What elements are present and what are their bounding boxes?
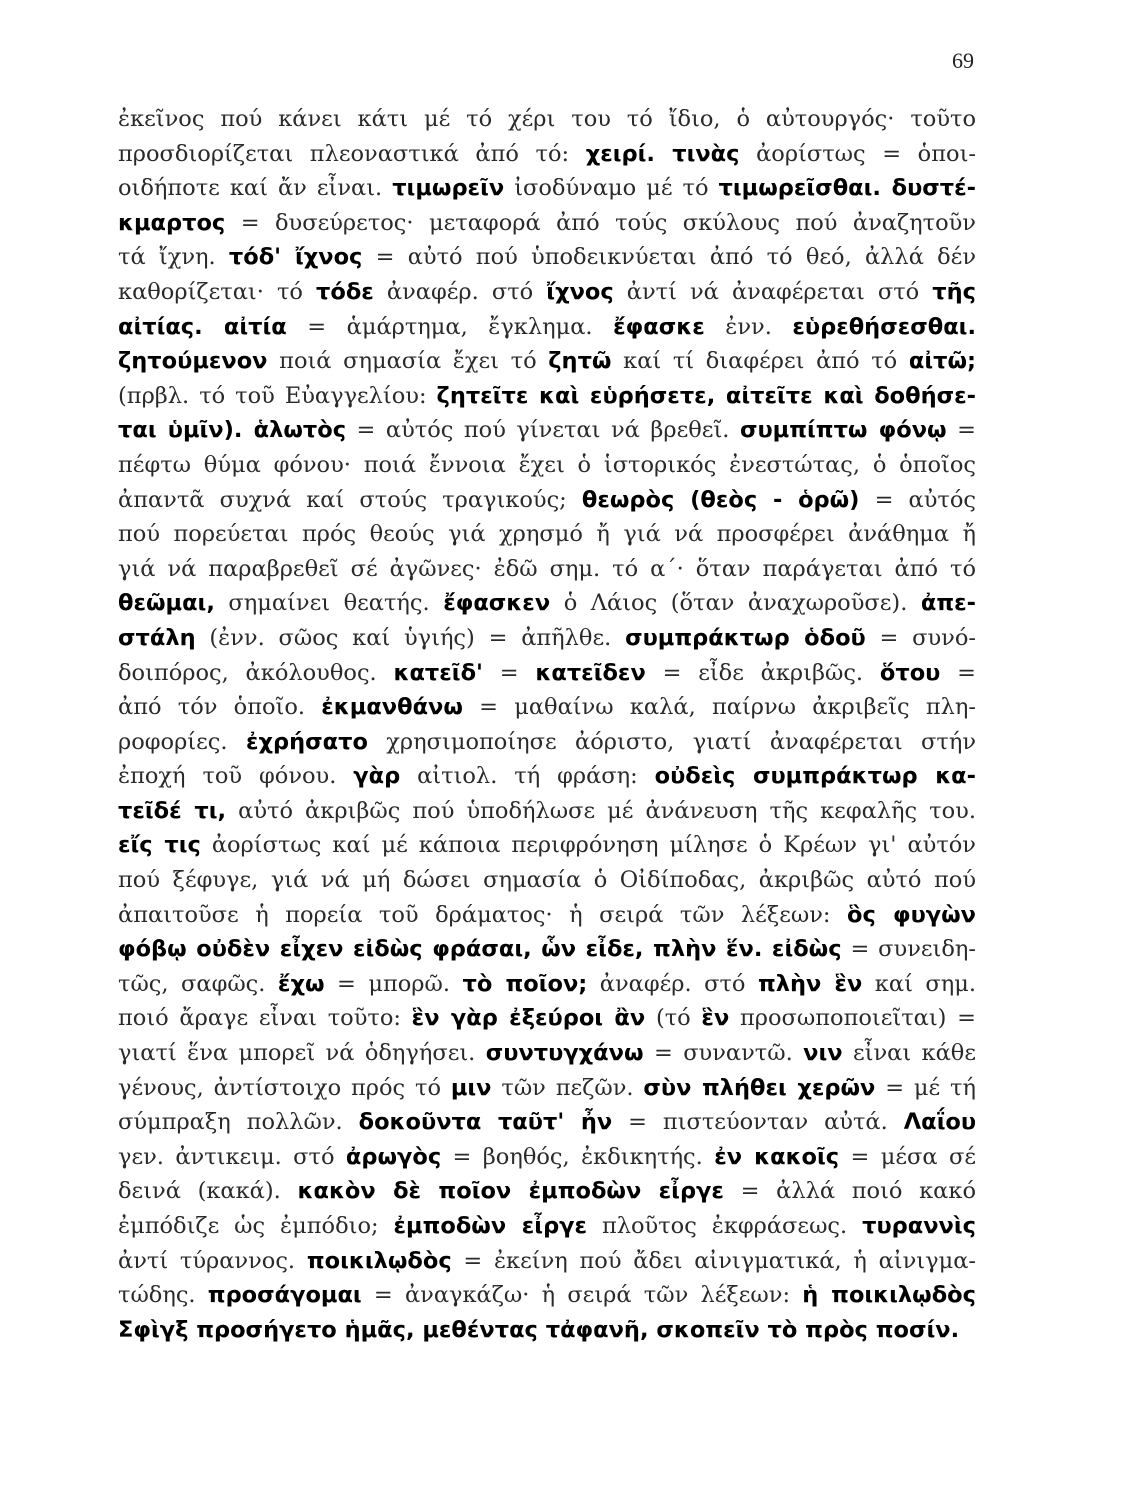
gloss-text: = ἀλλά ποιό κακό [723, 1178, 976, 1205]
text-line [118, 1036, 976, 1071]
gloss-text: τώδης. [118, 1282, 208, 1309]
gloss-text: (πρβλ. τό τοῦ Εὐαγγελίου: [118, 382, 437, 409]
gloss-text: = [940, 659, 976, 686]
gloss-text: (ἐνν. σῶος καί ὑγιής) = ἀπῆλθε. [195, 624, 626, 651]
bold-term: τεῖδέ τι, [118, 797, 227, 824]
text-line [118, 1105, 976, 1140]
gloss-text: = ἁμάρτημα, ἔγκλημα. [286, 313, 614, 340]
bold-term: φόβῳ οὐδὲν εἶχεν εἰδὼς φράσαι, ὧν εἶδε, πλὴν ἕν. εἰδὼς [118, 936, 842, 963]
gloss-text: ἐποχή τοῦ φόνου. [118, 763, 354, 790]
bold-term: θεωρὸς (θεὸς - ὁρῶ) [581, 486, 860, 513]
bold-term: τυραννὶς [862, 1213, 976, 1239]
bold-term: τόδε [316, 278, 374, 305]
bold-term: ἐκμανθάνω [321, 694, 463, 721]
bold-term: σὺν πλήθει χερῶν [643, 1074, 876, 1101]
gloss-text: = [946, 417, 976, 444]
bold-term: οὐδεὶς συμπράκτωρ κα- [654, 763, 976, 790]
bold-term: τόδ' ἴχνος [228, 244, 363, 271]
gloss-text: = συνειδη- [841, 936, 976, 963]
gloss-text: = μαθαίνω καλά, παίρνω ἀκριβεῖς πλη- [462, 694, 976, 721]
bold-term: κμαρτος [118, 209, 226, 236]
gloss-text: σύμπραξη πολλῶν. [118, 1109, 359, 1136]
gloss-text: ροφορίες. [118, 728, 246, 755]
gloss-text: πλοῦτος ἐκφράσεως. [587, 1213, 863, 1239]
text-line [118, 1071, 976, 1106]
gloss-text: = συναντῶ. [643, 1040, 804, 1067]
bold-term: ἔχω [277, 970, 325, 997]
text-line [118, 863, 976, 898]
text-line [118, 690, 976, 725]
gloss-text: ἀναφέρ. στό [587, 970, 758, 997]
text-line [118, 413, 976, 448]
gloss-text: ἀορίστως = ὁποι- [739, 140, 976, 167]
bold-term: συμπίπτω φόνῳ [739, 417, 947, 444]
gloss-text: πού πορεύεται πρός θεούς γιά χρησμό ἤ γιά νά προσφέρει ἀνάθημα ἤ [118, 521, 976, 548]
text-line [118, 621, 976, 656]
gloss-text: = [482, 659, 536, 686]
gloss-text: ἀπό τόν ὁποῖο. [118, 694, 322, 721]
bold-term: εὑρεθήσεσθαι. [792, 313, 976, 340]
gloss-text: τά ἴχνη. [118, 244, 229, 271]
text-line [118, 137, 976, 172]
gloss-text: πέφτω θύμα φόνου· ποιά ἔννοια ἔχει ὁ ἱστορικός ἐνεστώτας, ὁ ὁποῖος [118, 451, 976, 478]
bold-term: ἓν γὰρ ἐξεύροι ἂν [411, 1005, 646, 1032]
gloss-text: ἰσοδύναμο μέ τό [504, 175, 719, 202]
bold-term: αἰτῶ; [908, 348, 976, 375]
bold-term: συντυγχάνω [485, 1040, 644, 1067]
text-line [118, 1174, 976, 1209]
text-line [118, 1209, 976, 1244]
gloss-text: ἀντί τύραννος. [118, 1247, 307, 1274]
text-line [118, 171, 976, 206]
gloss-text: = αὐτό πού ὑποδεικνύεται ἀπό τό θεό, ἀλλά δέν [362, 244, 976, 271]
text-line [118, 898, 976, 933]
bold-term: ἀπε- [920, 590, 976, 617]
gloss-text: δεινά (κακά). [118, 1178, 298, 1205]
gloss-text: ἀορίστως καί μέ κάποια περιφρόνηση μίλησε ὁ Κρέων γι' αὐτόν [200, 832, 976, 859]
bold-term: τῆς [932, 278, 976, 305]
bold-term: τὸ ποῖον; [462, 970, 588, 997]
text-line [118, 932, 976, 967]
bold-term: προσάγομαι [207, 1282, 362, 1309]
bold-term: χειρί. τινὰς [585, 140, 740, 167]
bold-term: τιμωρεῖν [392, 175, 505, 202]
gloss-text: γένους, ἀντίστοιχο πρός τό [118, 1074, 451, 1101]
gloss-text: δοιπόρος, ἀκόλουθος. [118, 659, 394, 686]
gloss-text: πού ξέφυγε, γιά νά μή δώσει σημασία ὁ Οἰδίποδας, ἀκριβῶς αὐτό πού [118, 867, 976, 894]
gloss-text: = ἀναγκάζω· ἡ σειρά τῶν λέξεων: [361, 1282, 803, 1309]
text-line [118, 206, 976, 241]
text-line [118, 967, 976, 1002]
bold-term: δοκοῦντα ταῦτ' ἦν [358, 1109, 613, 1136]
gloss-text: (τό [645, 1005, 702, 1032]
bold-term: εἴς τις [118, 832, 201, 859]
gloss-text: ἀναφέρ. στό [373, 278, 547, 305]
text-line [118, 794, 976, 829]
bold-term: ἐχρήσατο [245, 728, 368, 755]
bold-term: ἔφασκεν [443, 590, 551, 617]
text-line [118, 344, 976, 379]
bold-term: ποικιλῳδὸς [306, 1247, 452, 1274]
text-line [118, 828, 976, 863]
bold-term: νιν [803, 1040, 843, 1067]
gloss-text: οιδήποτε καί ἄν εἶναι. [118, 175, 393, 202]
gloss-text: ἐνν. [704, 313, 793, 340]
gloss-text: = αὐτός πού γίνεται νά βρεθεῖ. [346, 417, 740, 444]
gloss-text: = μέ τή [875, 1074, 976, 1101]
gloss-text: χρησιμοποίησε ἀόριστο, γιατί ἀναφέρεται στήν [367, 728, 976, 755]
bold-term: πλὴν ἓν [757, 970, 863, 997]
gloss-text: ἐκεῖνος πού κάνει κάτι μέ τό χέρι του τό ἴδιο, ὁ αὐτουργός· τοῦτο [118, 106, 976, 132]
text-line [118, 759, 976, 794]
bold-term: κακὸν δὲ ποῖον ἐμποδὼν εἶργε [297, 1178, 724, 1205]
gloss-text: ποιό ἄραγε εἶναι τοῦτο: [118, 1005, 412, 1032]
bold-term: Λαΐου [903, 1109, 976, 1136]
bold-term: στάλη [118, 624, 196, 651]
gloss-text: = δυσεύρετος· μεταφορά ἀπό τούς σκύλους πού ἀναζητοῦν [225, 209, 976, 236]
bold-term: μιν [450, 1074, 492, 1101]
bold-term: ται ὑμῖν). ἁλωτὸς [118, 417, 347, 444]
text-line [118, 275, 976, 310]
bold-term: ἀρωγὸς [345, 1143, 442, 1170]
gloss-text: ἀπαντᾶ συχνά καί στούς τραγικούς; [118, 486, 582, 513]
text-line [118, 552, 976, 587]
bold-term: συμπράκτωρ ὁδοῦ [625, 624, 866, 651]
gloss-text: = αὐτός [859, 486, 976, 513]
gloss-text: προσδιορίζεται πλεοναστικά ἀπό τό: [118, 140, 586, 167]
text-line [118, 1278, 976, 1313]
bold-term: κατεῖδ' [393, 659, 483, 686]
gloss-text: = μπορῶ. [324, 970, 463, 997]
gloss-text: γιατί ἕνα μπορεῖ νά ὁδηγήσει. [118, 1040, 486, 1067]
bold-term: ὅτου [879, 659, 941, 686]
gloss-text: αὐτό ἀκριβῶς πού ὑποδήλωσε μέ ἀνάνευση τῆς κεφαλῆς του. [226, 797, 976, 824]
text-line [118, 1244, 976, 1279]
text-line [118, 240, 976, 275]
bold-term: ἐν κακοῖς [714, 1143, 840, 1170]
gloss-text: τῶς, σαφῶς. [118, 970, 278, 997]
text-line [118, 310, 976, 345]
text-line [118, 448, 976, 483]
bold-term: ζητῶ [548, 348, 612, 375]
gloss-text: = ἐκείνη πού ἄδει αἰνιγματικά, ἡ αἰνιγμα- [451, 1247, 976, 1274]
bold-term: ἴχνος [546, 278, 614, 305]
bold-term: Σφὶγξ προσήγετο ἡμᾶς, μεθέντας τἀφανῆ, σκοπεῖν τὸ πρὸς ποσίν. [118, 1316, 960, 1343]
bold-term: τιμωρεῖσθαι. δυστέ- [718, 175, 976, 202]
text-line [118, 586, 976, 621]
bold-term: ἓν [701, 1005, 730, 1032]
bold-term: ζητούμενον [118, 348, 268, 375]
gloss-text: ἀντί νά ἀναφέρεται στό [613, 278, 933, 305]
bold-term: θεῶμαι, [118, 590, 215, 617]
bold-term: ἡ ποικιλῳδὸς [802, 1282, 976, 1309]
gloss-text: ἐμπόδιζε ὡς ἐμπόδιο; [118, 1213, 394, 1239]
gloss-text: = βοηθός, ἐκδικητής. [441, 1143, 715, 1170]
gloss-text: αἰτιολ. τή φράση: [400, 763, 655, 790]
gloss-text: καί σημ. [862, 970, 976, 997]
text-line [118, 517, 976, 552]
gloss-text: εἶναι κάθε [842, 1040, 976, 1067]
text-line [118, 656, 976, 691]
text-line [118, 102, 976, 137]
gloss-text: = συνό- [865, 624, 976, 651]
commentary-text [118, 102, 976, 1347]
text-line [118, 1313, 976, 1348]
gloss-text: γεν. ἀντικειμ. στό [118, 1143, 346, 1170]
bold-term: αἰτίας. αἰτία [118, 313, 287, 340]
text-line [118, 1001, 976, 1036]
page-number: 69 [952, 48, 974, 73]
gloss-text: καί τί διαφέρει ἀπό τό [611, 348, 909, 375]
text-line [118, 1140, 976, 1175]
bold-term: ζητεῖτε καὶ εὑρήσετε, αἰτεῖτε καὶ δοθήσε- [436, 382, 976, 409]
bold-term: ὃς φυγὼν [847, 901, 976, 928]
gloss-text: = πιστεύονταν αὐτά. [612, 1109, 904, 1136]
gloss-text: τῶν πεζῶν. [491, 1074, 644, 1101]
gloss-text: = εἶδε ἀκριβῶς. [645, 659, 880, 686]
text-line [118, 725, 976, 760]
bold-term: ἔφασκε [613, 313, 705, 340]
gloss-text: ἀπαιτοῦσε ἡ πορεία τοῦ δράματος· ἡ σειρά τῶν λέξεων: [118, 901, 847, 928]
bold-term: ἐμποδὼν εἶργε [393, 1213, 588, 1239]
gloss-text: σημαίνει θεατής. [214, 590, 444, 617]
gloss-text: ὁ Λάιος (ὅταν ἀναχωροῦσε). [550, 590, 921, 617]
text-line [118, 379, 976, 414]
gloss-text: ποιά σημασία ἔχει τό [267, 348, 549, 375]
gloss-text: γιά νά παραβρεθεῖ σέ ἀγῶνες· ἐδῶ σημ. τό α΄· ὅταν παράγεται ἀπό τό [118, 555, 976, 582]
gloss-text: = μέσα σέ [839, 1143, 976, 1170]
bold-term: κατεῖδεν [535, 659, 646, 686]
bold-term: γὰρ [353, 763, 401, 790]
text-line [118, 483, 976, 518]
gloss-text: καθορίζεται· τό [118, 278, 317, 305]
gloss-text: προσωποποιεῖται) = [729, 1005, 976, 1032]
